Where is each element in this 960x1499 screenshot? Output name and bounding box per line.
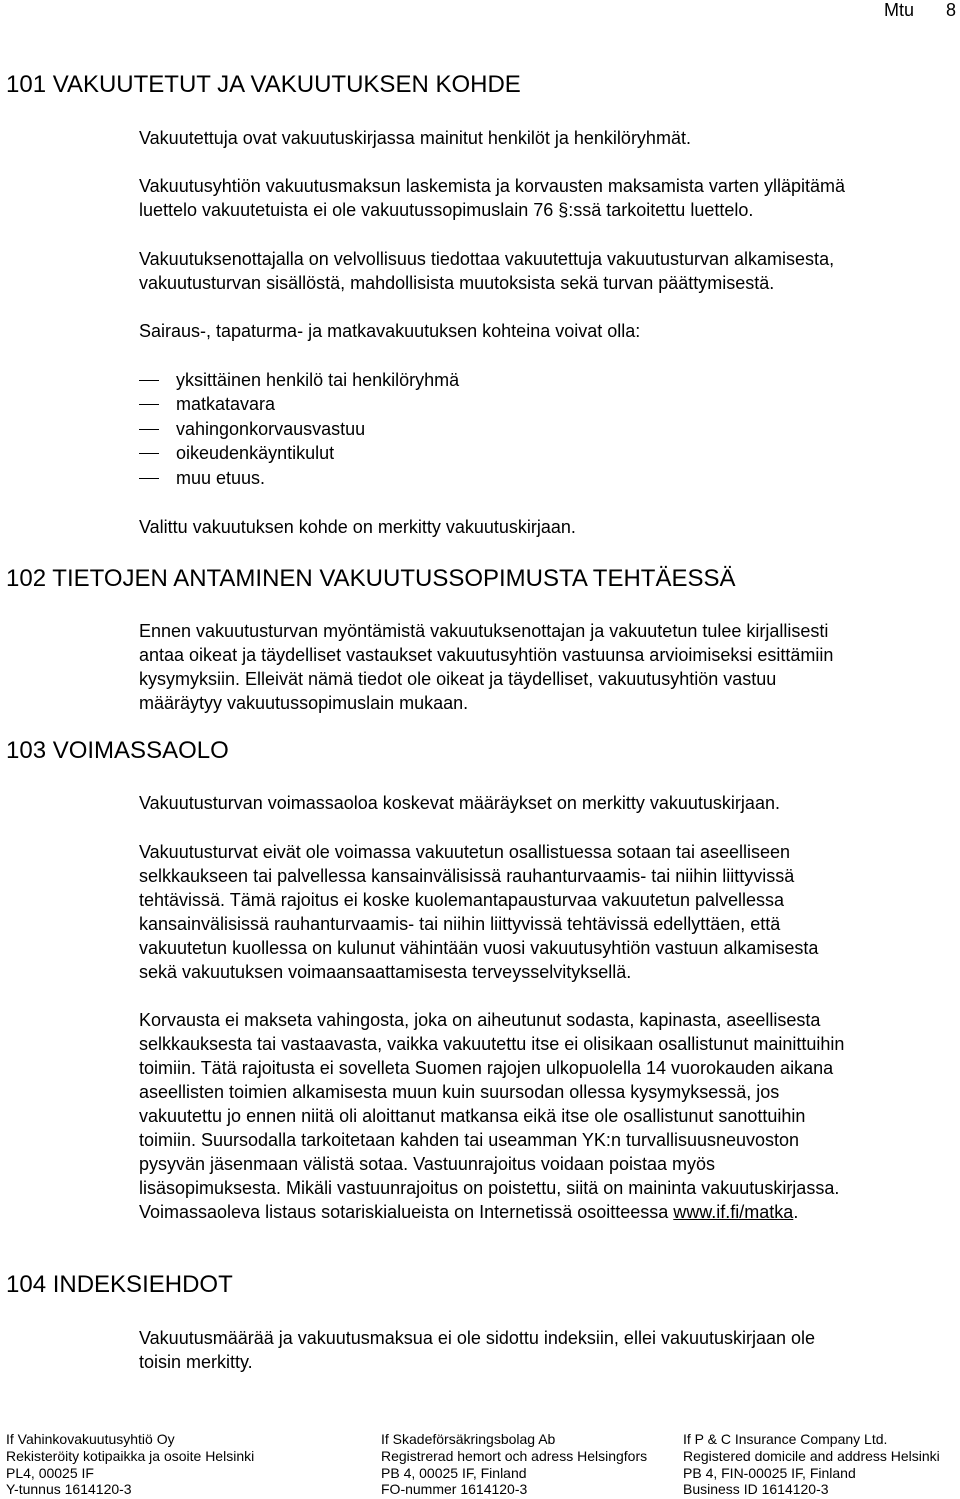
s104-line-1: Vakuutusmäärää ja vakuutusmaksua ei ole sidottu indeksiin, ellei vakuutuskirjaan ole	[139, 1328, 816, 1348]
s103-p3-line: vakuutettu jo ennen niitä oli aloittanut matkansa eikä itse ole osallistunut sanottuihin	[139, 1106, 806, 1126]
s101-paragraph-3-line-2: vakuutusturvan sisällöstä, mahdollisista muutoksista sekä turvan päättymisestä.	[139, 273, 775, 293]
s103-p3-line: aseellisten toimien alkamisesta muun kuin suursodan ollessa kysymyksessä, jos	[139, 1082, 780, 1102]
dash-bullet	[139, 404, 159, 405]
list-item-text: vahingonkorvausvastuu	[176, 419, 366, 439]
s103-p2-line: Vakuutusturvat eivät ole voimassa vakuutetun osallistuessa sotaan tai aseelliseen	[139, 842, 791, 862]
dash-bullet	[139, 478, 159, 479]
dash-bullet	[139, 453, 159, 454]
s103-p3-line: pysyvän jäsenmaan välistä sotaa. Vastuunrajoitus voidaan poistaa myös	[139, 1154, 715, 1174]
s103-p2-line: tehtävissä. Tämä rajoitus ei koske kuolemantapausturvaa vakuutetun palvellessa	[139, 890, 785, 910]
s103-p2-line: sekä vakuutuksen voimaansaattamisesta terveysselvityksellä.	[139, 962, 632, 982]
footer-col2-line: PB 4, 00025 IF, Finland	[381, 1465, 527, 1481]
s103-p3-line: toimiin. Suursodalla tarkoitetaan kahden tai useamman YK:n turvallisuusneuvoston	[139, 1130, 800, 1150]
footer-col2-line: Registrerad hemort och adress Helsingfors	[381, 1448, 648, 1464]
s101-paragraph-5: Valittu vakuutuksen kohde on merkitty vakuutuskirjaan.	[139, 517, 576, 537]
list-item-text: yksittäinen henkilö tai henkilöryhmä	[176, 370, 460, 390]
footer-col2-line: FO-nummer 1614120-3	[381, 1481, 528, 1497]
dash-bullet	[139, 380, 159, 381]
s101-paragraph-2-line-2: luettelo vakuutetuista ei ole vakuutussopimuslain 76 §:ssä tarkoitettu luettelo.	[139, 200, 754, 220]
footer-col3-line: PB 4, FIN-00025 IF, Finland	[683, 1465, 856, 1481]
s101-paragraph-1: Vakuutettuja ovat vakuutuskirjassa mainitut henkilöt ja henkilöryhmät.	[139, 128, 691, 148]
section-101-heading: 101 VAKUUTETUT JA VAKUUTUKSEN KOHDE	[6, 71, 521, 98]
s103-p3-last-prefix: Voimassaoleva listaus sotariskialueista on Internetissä osoitteessa	[139, 1202, 674, 1222]
s101-paragraph-4: Sairaus-, tapaturma- ja matkavakuutuksen kohteina voivat olla:	[139, 321, 641, 341]
page-number: 8	[946, 0, 957, 20]
s103-p3-line: Korvausta ei makseta vahingosta, joka on aiheutunut sodasta, kapinasta, aseellisesta	[139, 1010, 821, 1030]
list-item-text: oikeudenkäyntikulut	[176, 443, 335, 463]
s103-p2-line: selkkaukseen tai palvellessa kansainvälisissä rauhanturvaamis- tai niihin liittyvissä	[139, 866, 795, 886]
s103-p2-line: vakuutetun kuollessa on kulunut vähintään vuosi vakuutusyhtiön vastuun alkamisesta	[139, 938, 819, 958]
footer-col1-line: PL4, 00025 IF	[6, 1465, 94, 1481]
section-104-heading: 104 INDEKSIEHDOT	[6, 1271, 233, 1298]
footer-col3-line: Registered domicile and address Helsinki	[683, 1448, 940, 1464]
footer-col1-line: Rekisteröity kotipaikka ja osoite Helsinki	[6, 1448, 255, 1464]
footer-col1-line: Y-tunnus 1614120-3	[6, 1481, 132, 1497]
footer-col1-line: If Vahinkovakuutusyhtiö Oy	[6, 1431, 175, 1447]
s102-line: Ennen vakuutusturvan myöntämistä vakuutuksenottajan ja vakuutetun tulee kirjallisesti	[139, 621, 829, 641]
s101-paragraph-3-line-1: Vakuutuksenottajalla on velvollisuus tiedottaa vakuutettuja vakuutusturvan alkamisesta,	[139, 249, 835, 269]
s102-line: kysymyksiin. Elleivät nämä tiedot ole oikeat ja täydelliset, vakuutusyhtiön vastuu	[139, 669, 777, 689]
s103-p3-line: lisäsopimuksesta. Mikäli vastuunrajoitus on poistettu, siitä on maininta vakuutuskirjassa.	[139, 1178, 840, 1198]
header-title: Mtu	[884, 0, 915, 20]
s102-line: antaa oikeat ja täydelliset vastaukset vakuutusyhtiön vastuunsa arvioimiseksi esittämiin	[139, 645, 834, 665]
s104-line-2: toisin merkitty.	[139, 1352, 253, 1372]
s103-p3-last-line	[139, 1200, 798, 1224]
list-item-text: matkatavara	[176, 394, 276, 414]
footer-col3-line: Business ID 1614120-3	[683, 1481, 829, 1497]
list-item-text: muu etuus.	[176, 468, 266, 488]
s102-line: määräytyy vakuutussopimuslain mukaan.	[139, 693, 469, 713]
section-102-heading: 102 TIETOJEN ANTAMINEN VAKUUTUSSOPIMUSTA TEHTÄESSÄ	[6, 565, 736, 592]
footer-col3-line: If P & C Insurance Company Ltd.	[683, 1431, 888, 1447]
matka-link[interactable]: www.if.fi/matka	[673, 1202, 794, 1222]
s103-p3-last-suffix: .	[793, 1202, 799, 1222]
s101-paragraph-2-line-1: Vakuutusyhtiön vakuutusmaksun laskemista ja korvausten maksamista varten ylläpitämä	[139, 176, 845, 196]
s103-p3-line: selkkauksesta tai vastaavasta, vaikka vakuutettu itse ei olisikaan osallistunut mainittuihin	[139, 1034, 845, 1054]
footer-col2-line: If Skadeförsäkringsbolag Ab	[381, 1431, 556, 1447]
s103-p3-line: toimiin. Tätä rajoitusta ei sovelleta Suomen rajojen ulkopuolella 14 vuorokauden aikana	[139, 1058, 834, 1078]
dash-bullet	[139, 429, 159, 430]
section-103-heading: 103 VOIMASSAOLO	[6, 737, 229, 764]
s103-paragraph-1: Vakuutusturvan voimassaoloa koskevat määräykset on merkitty vakuutuskirjaan.	[139, 793, 780, 813]
s103-p2-line: kansainvälisissä rauhanturvaamis- tai niihin liittyvissä tehtävissä edellyttäen, että	[139, 914, 781, 934]
